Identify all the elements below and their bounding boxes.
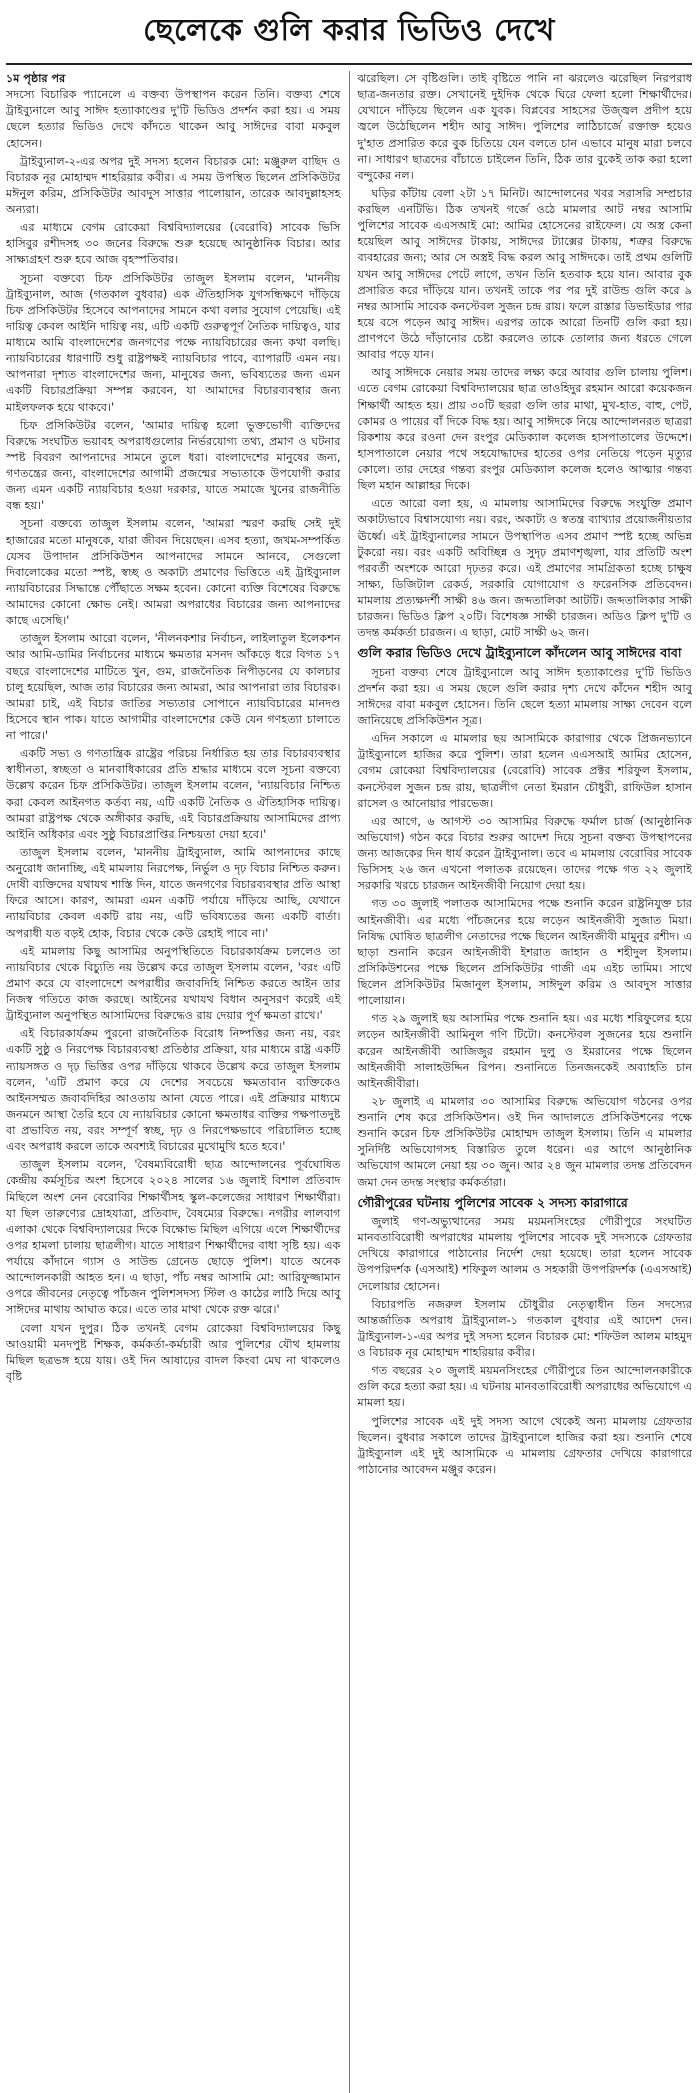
paragraph: পুলিশের সাবেক এই দুই সদস্য আগে থেকেই অন্য মামলায় গ্রেফতার ছিলেন। বুধবার সকালে তাদের ট্রাইব্যুনালে হাজির করা হয়। শুনানি শেষে ট্রাইব্যুনাল এই দুই আসামিকে এ মামলায় গ্রেফতার দেখিয়ে কারাগারে পাঠানোর আবেদন মঞ্জুর করেন।: [357, 1414, 692, 1476]
continuation-tag: ১ম পৃষ্ঠার পর: [6, 72, 66, 85]
paragraph: এতে আরো বলা হয়, এ মামলায় আসামিদের বিরুদ্ধে সংযুক্তি প্রমাণ অকাট্যভাবে বিশ্বাসযোগ্য নয়। বরং, অকাট্য ও স্বতন্ত্র ব্যাখ্যার প্রয়োজনীয়তার ঊর্ধ্বে। এই ট্রাইব্যুনালের সামনে উপস্থাপিত এসব প্রমাণ স্পষ্ট হচ্ছে অভিন্ন টুকরো নয়। বরং একটি অবিচ্ছিন্ন ও সুদৃঢ় প্রমাণশৃঙ্খলা, যার প্রতিটি অংশ পরবর্তী অংশকে আরো দৃঢ়তর করে। এই প্রমাণের সামগ্রিকতা হচ্ছে চাক্ষুষ সাক্ষ্য, ডিজিটাল রেকর্ড, সরকারি যোগাযোগ ও ফরেনসিক প্রতিবেদন। মামলায় প্রত্যক্ষদর্শী সাক্ষী ৪৬ জন। জব্দতালিকা আটটি। জব্দতালিকার সাক্ষী চারজন। ভিডিও ক্লিপ ২০টি। বিশেষজ্ঞ সাক্ষী চারজন। অডিও ক্লিপ দু'টি ও তদন্ত কর্মকর্তা চারজন। এ ছাড়া, মোট সাক্ষী ৬২ জন।: [357, 497, 692, 640]
paragraph: সূচনা বক্তব্য শেষে ট্রাইব্যুনালে আবু সাঈদ হত্যাকাণ্ডের দু'টি ভিডিও প্রদর্শন করা হয়। এ সময় ছেলে গুলি করার দৃশ্য দেখে কাঁদেন শহীদ আবু সাঈদের বাবা মকবুল হোসেন। তিনি ছেলে হত্যা মামলায় সাক্ষ্য দেবেন বলে জানিয়েছে প্রসিকিউশন সূত্র।: [357, 665, 692, 728]
paragraph: তাজুল ইসলাম বলেন, 'বৈষম্যবিরোধী ছাত্র আন্দোলনের পূর্বঘোষিত কেন্দ্রীয় কর্মসূচির অংশ হিসেবে ২০২৪ সালের ১৬ জুলাই বিশাল প্রতিবাদ মিছিলে অংশ নেন বেরোবির শিক্ষার্থীসহ স্কুল-কলেজের সাধারণ শিক্ষার্থীরা। যা ছিল তারুণ্যের দ্রোহযাত্রা, প্রতিবাদ, বৈষম্যের বিরুদ্ধে। নগরীর লালবাগ এলাকা থেকে বিশ্ববিদ্যালয়ের দিকে বিক্ষোভ মিছিল এগিয়ে এলে শিক্ষার্থীদের ওপর হামলা চালায় ছাত্রলীগ। যাতে সাধারণ শিক্ষার্থীদের বাধা সৃষ্টি হয়। এক পর্যায়ে কাঁদানে গ্যাস ও সাউন্ড গ্রেনেড ছোড়ে পুলিশ। যাতে অনেক আন্দোলনকারী আহত হন। এ ছাড়া, পাঁচ নম্বর আসামি মো: আরিফুজ্জামান ওপরে জীবনের নেতৃত্বে পাঁচজন পুলিশসদস্য স্টিল ও কাঠের লাঠি দিয়ে আবু সাঈদের মাথায় আঘাত করে। এতে তার মাথা থেকে রক্ত ঝরে।': [6, 1158, 341, 1317]
paragraph: জুলাই গণ-অভ্যুত্থানের সময় ময়মনসিংহের গৌরীপুরে সংঘটিত মানবতাবিরোধী অপরাধের মামলায় পুলিশের সাবেক দুই সদস্যকে গ্রেফতার দেখিয়ে কারাগারে পাঠানোর নির্দেশ দেয়া হয়েছে। তারা হলেন সাবেক উপপরিদর্শক (এসআই) শফিকুল আলম ও সহকারী উপপরিদর্শক (এএসআই) দেলোয়ার হোসেন।: [357, 1215, 692, 1293]
paragraph: তাজুল ইসলাম আরো বলেন, 'নীলনকশার নির্বাচন, লাইলাতুল ইলেকশন আর আমি-ডামির নির্বাচনের মাধ্যমে ক্ষমতার মসনদ আঁকড়ে ধরে বিগত ১৭ বছরে বাংলাদেশের মাটিতে খুন, গুম, রাজনৈতিক নিপীড়নের যে কালচার চালু হয়েছিল, আজ তার বিচারের জন্য আমরা, আর আপনারা তার বিচারক। আমরা চাই, এই বিচার জাতির সভ্যতার সোপানে ন্যায়বিচারের মানদণ্ড হিসেবে স্থান পাক। যাতে আগামীর বাংলাদেশের কেউ যেন গণহত্যা চালাতে না পারে।': [6, 632, 341, 742]
lead-text: সদস্যে বিচারিক প্যানেলে এ বক্তব্য উপস্থাপন করেন তিনি। বক্তব্য শেষে ট্রাইব্যুনালে আবু সাঈদ হত্যাকাণ্ডের দু'টি ভিডিও প্রদর্শন করা হয়। এ সময় ছেলে হত্যার ভিডিও দেখে কাঁদতে থাকেন আবু সাঈদের বাবা মকবুল হোসেন।: [6, 88, 341, 150]
paragraph: আবু সাঈদকে নেয়ার সময় তাদের লক্ষ্য করে আবার গুলি চালায় পুলিশ। এতে বেগম রোকেয়া বিশ্ববিদ্যালয়ের ছাত্র তাওহিদুর রহমান আরো কয়েকজন শিক্ষার্থী আহত হয়। প্রায় ৩০টি ছররা গুলি তার মাথা, মুখ-হাত, বাহু, পেট, কোমর ও পায়ের বাঁ দিকে বিদ্ধ হয়। আবু সাঈদকে নিয়ে আন্দোলনরত ছাত্ররা রিকশায় করে রওনা দেন রংপুর মেডিক্যাল কলেজ হাসপাতালের উদ্দেশে। হাসপাতালে নেয়ার পথে সহযোদ্ধাদের হাতের ওপর নেতিয়ে পড়েন মৃত্যুর কোলে। তার দেহের গন্তব্য রংপুর মেডিক্যাল কলেজ হলেও আত্মার গন্তব্য ছিল মহান আল্লাহর দিকে।: [357, 366, 692, 493]
paragraph: এই মামলায় কিছু আসামির অনুপস্থিতিতে বিচারকার্যক্রম চললেও তা ন্যায়বিচার থেকে বিচ্যুতি নয় উল্লেখ করে তাজুল ইসলাম বলেন, 'বরং এটি প্রমাণ করে যে বাংলাদেশে অপরাধীর জবাবদিহি নিশ্চিত করতে আইন তার নিজস্ব গতিতে কাজ করছে। আইনের যথাযথ বিধান অনুসরণ করেই এই ট্রাইব্যুনাল অনুপস্থিত আসামিদের বিরুদ্ধেও রায় দেয়ার পূর্ণ ক্ষমতা রাখে।': [6, 944, 341, 1023]
paragraph: বেলা যখন দুপুর। ঠিক তখনই বেগম রোকেয়া বিশ্ববিদ্যালয়ের কিছু আওয়ামী মনদপুষ্ট শিক্ষক, কর্মকর্তা-কর্মচারী আর পুলিশের যৌথ হামলায় মিছিল ছত্রভঙ্গ হয়ে যায়। ওই দিন আষাঢ়ের বাদল কিংবা মেঘ না থাকলেও বৃষ্টি: [6, 1321, 341, 1383]
subheading-father-cried: গুলি করার ভিডিও দেখে ট্রাইব্যুনালে কাঁদলেন আবু সাঈদের বাবা: [357, 645, 682, 661]
paragraph: এই বিচারকার্যক্রম পুরনো রাজনৈতিক বিরোধ নিষ্পত্তির জন্য নয়, বরং একটি সুষ্ঠু ও নিরপেক্ষ বিচারব্যবস্থা প্রতিষ্ঠার প্রক্রিয়া, যার মাধ্যমে রাষ্ট্র একটি ন্যায়সঙ্গত ও দৃঢ় ভিত্তির ওপর দাঁড়িয়ে থাকবে উল্লেখ করে তাজুল ইসলাম বলেন, 'এটি প্রমাণ করে যে দেশের সবচেয়ে ক্ষমতাবান ব্যক্তিকেও আইনসম্মত জবাবদিহির আওতায় আনা যেতে পারে। এই প্রক্রিয়ার মাধ্যমে জনমনে আস্থা তৈরি হবে যে ন্যায়বিচার কোনো ক্ষমতাধর ব্যক্তির পক্ষপাতদুষ্ট বা প্রভাবিত নয়, বরং সম্পূর্ণ স্বচ্ছ, দৃঢ় ও নিরপেক্ষভাবে পরিচালিত হচ্ছে এবং অপরাধ করলে তাকে অবশ্যই বিচারের মুখোমুখি হতে হবে।': [6, 1027, 341, 1154]
paragraph: এর মাধ্যমে বেগম রোকেয়া বিশ্ববিদ্যালয়ের (বেরোবি) সাবেক ভিসি হাসিবুর রশীদসহ ৩০ জনের বিরুদ্ধে শুরু হয়েছে আনুষ্ঠানিক বিচার। আর সাক্ষ্যগ্রহণ শুরু হবে আজ বৃহস্পতিবার।: [6, 221, 341, 267]
paragraph: গত ৩০ জুলাই পলাতক আসামিদের পক্ষে শুনানি করেন রাষ্ট্রনিযুক্ত চার আইনজীবী। এর মধ্যে পাঁচজনের হয়ে লড়েন আইনজীবী সুজাত মিয়া। নিষিদ্ধ ঘোষিত ছাত্রলীগ নেতাদের পক্ষে ছিলেন আইনজীবী মামুনুর রশীদ। এ ছাড়া শুনানি করেন আইনজীবী ইশরাত জাহান ও শহীদুল ইসলাম। প্রসিকিউশনের পক্ষে ছিলেন প্রসিকিউটর গাজী এম এইচ তামিম। সাথে ছিলেন প্রসিকিউটর মিজানুল ইসলাম, সাঈদুল করিম ও আবদুস সাত্তার পালোয়ান।: [357, 897, 692, 1008]
paragraph: বিচারপতি নজরুল ইসলাম চৌধুরীর নেতৃত্বাধীন তিন সদস্যের আন্তর্জাতিক অপরাধ ট্রাইব্যুনাল-১ গতকাল বুধবার এই আদেশ দেন। ট্রাইব্যুনাল-১-এর অপর দুই সদস্য হলেন বিচারক মো: শফিউল আলম মাহমুদ ও বিচারক নূর মোহাম্মদ শাহরিয়ার কবীর।: [357, 1297, 692, 1360]
paragraph: ২৮ জুলাই এ মামলার ৩০ আসামির বিরুদ্ধে অভিযোগ গঠনের ওপর শুনানি শেষ করে প্রসিকিউশন। ওই দিন আদালতে প্রসিকিউশনের পক্ষে শুনানি করেন চিফ প্রসিকিউটর মোহাম্মদ তাজুল ইসলাম। তিনি এ মামলার সুনির্দিষ্ট অভিযোগসহ বিস্তারিত তুলে ধরেন। এর আগে আনুষ্ঠানিক অভিযোগ আমলে নেয়া হয় ৩০ জুন। আর ২৪ জুন মামলার তদন্ত প্রতিবেদন জমা দেন তদন্ত সংস্থার কর্মকর্তারা।: [357, 1094, 692, 1189]
headline: ছেলেকে গুলি করার ভিডিও দেখে: [143, 13, 555, 48]
paragraph: সূচনা বক্তব্যে চিফ প্রসিকিউটর তাজুল ইসলাম বলেন, 'মাননীয় ট্রাইব্যুনাল, আজ (গতকাল বুধবার) এক ঐতিহাসিক যুগসন্ধিক্ষণে দাঁড়িয়ে চিফ প্রসিকিউটর হিসেবে আপনাদের সামনে কথা বলার সুযোগ পেয়েছি। এই দায়িত্ব কেবল আইনি দায়িত্ব নয়, এটি একটি গুরুত্বপূর্ণ নৈতিক দায়িত্বও, যার মাধ্যমে আমি বাংলাদেশের জনগণের পক্ষে ন্যায়বিচারের জন্য কথা বলছি। ন্যায়বিচারের ধারণাটি শুধু রাষ্ট্রপক্ষই ন্যায়বিচার পাবে, ব্যাপারটি এমন নয়। আপনারা দৃশ্যত বাংলাদেশের জন্য, মানুষের জন্য, ভবিষ্যতের জন্য এমন একটি বিচারপ্রক্রিয়া সম্পন্ন করবেন, যা আমাদের বিচারব্যবস্থার জন্য মাইলফলক হয়ে থাকবে।': [6, 271, 341, 414]
paragraph: সূচনা বক্তব্যে তাজুল ইসলাম বলেন, 'আমরা স্মরণ করছি সেই দুই হাজারের মতো মানুষকে, যারা জীবন দিয়েছেন। এসব হত্যা, জখম-সম্পর্কিত যেসব উপাদান প্রসিকিউশন আপনাদের সামনে আনবে, সেগুলো দিবালোকের মতো স্পষ্ট, স্বচ্ছ ও অকাট্য প্রমাণের ভিত্তিতে এই ট্রাইব্যুনাল ন্যায়বিচারের সিদ্ধান্তে পৌঁছাতে সক্ষম হবেন। কোনো ব্যক্তি বিশেষের বিরুদ্ধে আমাদের কোনো ক্ষোভ নেই। আমরা অপরাধের বিচারের জন্য আপনাদের কাছে এসেছি।': [6, 517, 341, 628]
paragraph: এদিন সকালে এ মামলার ছয় আসামিকে কারাগার থেকে প্রিজনভ্যানে ট্রাইব্যুনালে হাজির করে পুলিশ। তারা হলেন এএসআই আমির হোসেন, বেগম রোকেয়া বিশ্ববিদ্যালয়ের (বেরোবি) সাবেক প্রক্টর শরিফুল ইসলাম, কনস্টেবল সুজন চন্দ্র রায়, ছাত্রলীগ নেতা ইমরান চৌধুরী, রাফিউল হাসান রাসেল ও আনোয়ার পারভেজ।: [357, 732, 692, 810]
headline-bar: [6, 4, 692, 65]
paragraph: ঘড়ির কাঁটায় বেলা ২টা ১৭ মিনিট। আন্দোলনের খবর সরাসরি সম্প্রচার করছিল এনটিভি। ঠিক তখনই গর্জে ওঠে মামলার আট নম্বর আসামি পুলিশের সাবেক এএসআই মো: আমির হোসেনের রাইফেল। যে অস্ত্র কেনা হয়েছিল আবু সাঈদের টাকায়, সাঈদের ট্যাক্সের টাকায়, শত্রুর বিরুদ্ধে ব্যবহারের জন্য; আর সে অস্ত্রই বিদ্ধ করল আবু সাঈদকে। তাই প্রথম গুলিটি যখন আবু সাঈদের পেটে লাগে, তখন তিনি হতবাক হয়ে যান। আবার বুক প্রসারিত করে দাঁড়িয়ে যান। তখনই তাকে পর পর দুই রাউন্ড গুলি করে ৯ নম্বর আসামি সাবেক কনস্টেবল সুজন চন্দ্র রায়। ফলে রাস্তার ডিভাইডার পার হয়ে বসে পড়েন আবু সাঈদ। এরপর তাকে আরো তিনটি গুলি করা হয়। প্রাণপণে উঠে দাঁড়ানোর চেষ্টা করলেও তাকে তোলার জন্য ধরতে গেলে আবার পড়ে যান।: [357, 186, 692, 362]
subheading-gouripur: গৌরীপুরের ঘটনায় পুলিশের সাবেক ২ সদস্য কারাগারে: [357, 1194, 628, 1210]
paragraph: গত বছরের ২০ জুলাই ময়মনসিংহের গৌরীপুরে তিন আন্দোলনকারীকে গুলি করে হত্যা করা হয়। এ ঘটনায় মানবতাবিরোধী অপরাধের অভিযোগে এ মামলা হয়।: [357, 1364, 692, 1410]
paragraph: ঝরেছিল। সে বৃষ্টিগুলি। তাই বৃষ্টিতে পানি না ঝরলেও ঝরেছিল নিরপরাধ ছাত্র-জনতার রক্ত। সেখানেই দুইদিক থেকে ঘিরে ফেলা হলো শিক্ষার্থীদের। যেখানে দাঁড়িয়ে ছিলেন এক যুবক। বিপ্লবের সাহসের উজ্জ্বল প্রদীপ হয়ে জ্বলে উঠেছিলেন শহীদ আবু সাঈদ। পুলিশের লাঠিচার্জে রক্তাক্ত হয়েও দু'হাত প্রসারিত করে বুক চিতিয়ে যেন বলতে চান এভাবে মানুষ মারা চলবে না। সাধারণ ছাত্রদের বাঁচাতে চাইলেন তিনি, ঠিক তার বুকেই তাক করা হলো বন্দুকের নল।: [357, 72, 692, 182]
paragraph: একটি সভ্য ও গণতান্ত্রিক রাষ্ট্রের পরিচয় নির্ধারিত হয় তার বিচারব্যবস্থার স্বাধীনতা, স্বচ্ছতা ও মানবাধিকারের প্রতি শ্রদ্ধার মাধ্যমে বলে সূচনা বক্তব্যে উল্লেখ করেন চিফ প্রসিকিউটর। তাজুল ইসলাম বলেন, 'ন্যায়বিচার নিশ্চিত করা কেবল আইনগত কর্তব্য নয়, এটি একটি নৈতিক ও ঐতিহাসিক দায়িত্ব। আমরা রাষ্ট্রপক্ষ থেকে অঙ্গীকার করছি, এই বিচারপ্রক্রিয়ায় আসামিদের প্রাপ্য আইনি অধিকার এবং সুষ্ঠু বিচারপ্রাপ্তির নিশ্চয়তা দেয়া হবে।': [6, 747, 341, 841]
column-right: [349, 71, 693, 2093]
paragraph: চিফ প্রসিকিউটর বলেন, 'আমার দায়িত্ব হলো ভুক্তভোগী ব্যক্তিদের বিরুদ্ধে সংঘটিত ভয়াবহ অপরাধগুলোর নির্ভরযোগ্য তথ্য, প্রমাণ ও ঘটনার স্পষ্ট বিবরণ আপনাদের সামনে তুলে ধরা। বাংলাদেশের মানুষের জন্য, গণতন্ত্রের জন্য, বাংলাদেশের আগামী প্রজন্মের সভ্যতাকে উপযোগী করার জন্য এমন একটি ন্যায়বিচার হওয়া দরকার, যাতে সমাজে খুনের রাজনীতি বন্ধ হয়।': [6, 418, 341, 513]
paragraph: ট্রাইব্যুনাল-২-এর অপর দুই সদস্য হলেন বিচারক মো: মঞ্জুরুল বাছিদ ও বিচারক নূর মোহাম্মদ শাহরিয়ার কবীর। এ সময় উপস্থিত ছিলেন প্রসিকিউটর মঈনুল করিম, প্রসিকিউটর আবদুস সাত্তার পালোয়ান, তারেক আবদুল্লাহসহ অন্যরা।: [6, 154, 341, 216]
paragraph: তাজুল ইসলাম বলেন, 'মাননীয় ট্রাইব্যুনাল, আমি আপনাদের কাছে অনুরোধ জানাচ্ছি, এই মামলায় নিরপেক্ষ, নির্ভুল ও দৃঢ় বিচার নিশ্চিত করুন। দোষী ব্যক্তিদের যথাযথ শাস্তি দিন, যাতে জনগণের বিচারব্যবস্থার প্রতি আস্থা ফিরে আসে। কারণ, আমরা এমন একটি পর্যায়ে দাঁড়িয়ে আছি, যেখানে ন্যায়বিচার কেবল একটি রায় নয়, এটি ভবিষ্যতের জন্য একটি বার্তা। অপরাধী যত বড়ই হোক, বিচার থেকে কেউ রেহাই পাবে না।': [6, 845, 341, 940]
paragraph: এর আগে, ৬ আগস্ট ৩০ আসামির বিরুদ্ধে ফর্মাল চার্জ (আনুষ্ঠানিক অভিযোগ) গঠন করে বিচার শুরুর আদেশ দিয়ে সূচনা বক্তব্য উপস্থাপনের জন্য আজকের দিন ধার্য করেন ট্রাইব্যুনাল। তবে এ মামলায় বেরোবির সাবেক ভিসিসহ ২৬ জন এখনো পলাতক রয়েছেন। তাদের পক্ষে গত ২২ জুলাই সরকারি খরচে চারজন আইনজীবী নিয়োগ দেয়া হয়।: [357, 814, 692, 893]
lead-paragraph: [6, 71, 341, 152]
article-columns: [6, 71, 692, 2093]
column-left: [6, 71, 341, 2093]
paragraph: গত ২৯ জুলাই ছয় আসামির পক্ষে শুনানি হয়। এর মধ্যে শরিফুলের হয়ে লড়েন আইনজীবী আমিনুল গণি টিটো। কনস্টেবল সুজনের হয়ে শুনানি করেন আইনজীবী আজিজুর রহমান দুলু ও ইমরানের পক্ষে ছিলেন আইনজীবী সালাহউদ্দিন রিপন। শুনানিতে তিনজনকেই অব্যাহতি চান আইনজীবীরা।: [357, 1012, 692, 1090]
